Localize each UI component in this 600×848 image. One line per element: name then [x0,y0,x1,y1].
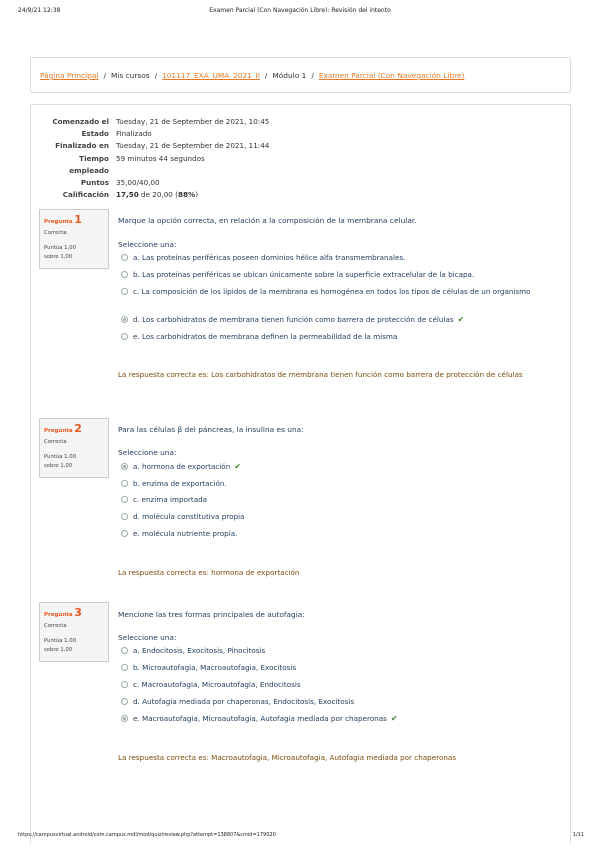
main-content-box [30,104,571,844]
summary-value: 59 minutos 44 segundos [116,153,205,163]
answer-option[interactable] [121,679,541,690]
summary-row-time-cont [30,165,560,177]
question-score: Puntúa 1,00 [44,454,76,460]
radio-button-selected[interactable] [121,715,128,722]
answer-option-selected[interactable] [121,713,541,724]
summary-label: Calificación [62,190,109,200]
option-label: b. Microautofagia, Macroautofagia, Exocitosis [133,663,297,672]
question-state: Correcta [44,623,67,629]
answer-option[interactable] [121,696,541,707]
option-label: a. Las proteínas periféricas poseen dominios hélice alfa transmembranales. [133,253,406,262]
option-label: b. Las proteínas periféricas se ubican únicamente sobre la superficie extracelular de la bicapa. [133,270,475,279]
correct-answer-feedback: La respuesta correcta es: Los carbohidratos de membrana tienen función como barrera de protección de células [118,370,523,379]
question-number: 1 [74,213,82,226]
radio-button[interactable] [121,513,128,520]
question-text: Para las células β del páncreas, la insulina es una: [118,425,304,434]
breadcrumb [40,71,464,80]
answer-option[interactable] [121,269,541,280]
radio-button[interactable] [121,530,128,537]
question-max: sobre 1,00 [44,254,73,260]
print-footer [0,832,600,844]
question-info-2 [39,418,109,478]
question-number: 2 [74,422,82,435]
print-date: 24/9/21 12:38 [18,7,61,14]
radio-button[interactable] [121,647,128,654]
option-label: e. Los carbohidratos de membrana definen la permeabilidad de la misma [133,332,398,341]
page-counter: 1/11 [572,832,584,838]
summary-row-started [30,116,560,128]
summary-value: Tuesday, 21 de September de 2021, 10:45 [116,117,270,126]
question-max: sobre 1,00 [44,647,73,653]
breadcrumb-home-link[interactable]: Página Principal [40,71,99,80]
summary-row-finished [30,140,560,152]
question-label: Pregunta [44,219,73,225]
grade-close: ) [195,190,199,200]
breadcrumb-my-courses: Mis cursos [110,71,150,80]
correct-check-icon: ✔ [234,462,241,471]
correct-answer-feedback: La respuesta correcta es: hormona de exportación [118,568,300,577]
summary-value: Finalizado [116,129,152,139]
answer-option[interactable] [121,662,541,673]
radio-button-selected[interactable] [121,463,128,470]
radio-button-selected[interactable] [121,316,128,323]
radio-button[interactable] [121,288,128,295]
summary-row-time [30,153,560,165]
question-number: 3 [74,606,82,619]
answer-prompt: Seleccione una: [118,448,177,457]
answer-option-selected[interactable] [121,461,541,472]
question-info-1 [39,209,109,269]
breadcrumb-separator: / [154,71,158,80]
answer-option[interactable] [121,478,541,489]
question-state: Correcta [44,439,67,445]
answer-option[interactable] [121,511,541,522]
summary-row-points [30,177,560,189]
summary-row-grade [30,189,560,201]
option-label: d. Autofagia mediada por chaperonas, Endocitosis, Exocitosis [133,697,355,706]
option-label: e. molécula nutriente propia. [133,529,238,538]
breadcrumb-course-link[interactable]: 101117_EXA_UMA_2021_II [162,71,260,80]
correct-check-icon: ✔ [390,714,398,723]
correct-check-icon: ✔ [457,315,465,324]
option-label: d. molécula constitutiva propia [133,512,245,521]
answer-prompt: Seleccione una: [118,633,177,642]
summary-label: Finalizado en [55,141,109,151]
radio-button[interactable] [121,254,128,261]
summary-label: Comenzado el [52,117,109,126]
radio-button[interactable] [121,698,128,705]
option-label: c. Macroautofagia, Microautofagia, Endocitosis [133,680,301,689]
answer-option[interactable] [121,252,541,263]
summary-value: Tuesday, 21 de September de 2021, 11:44 [116,141,270,151]
answer-option[interactable] [121,494,541,505]
summary-label: Puntos [80,178,109,188]
option-label: a. Endocitosis, Exocitosis, Pinocitosis [133,646,266,655]
question-label: Pregunta [44,428,73,434]
answer-option[interactable] [121,528,541,539]
question-info-3 [39,602,109,662]
radio-button[interactable] [121,480,128,487]
question-text: Marque la opción correcta, en relación a la composición de la membrana celular. [118,216,417,225]
breadcrumb-separator: / [103,71,106,80]
print-header [0,7,600,19]
question-text: Mencione las tres formas principales de autofagia: [118,610,305,619]
breadcrumb-separator: / [311,71,314,80]
print-title: Examen Parcial (Con Navegación Libre): Revisión del intento [209,7,391,14]
summary-row-state [30,128,560,140]
summary-value [116,189,198,201]
radio-button[interactable] [121,333,128,340]
question-score: Puntúa 1,00 [44,638,76,644]
summary-label: Estado [81,129,109,139]
breadcrumb-exam-link[interactable]: Examen Parcial (Con Navegación Libre) [318,71,465,80]
summary-label: Tiempo [79,153,109,163]
print-url: https://campusvirtual.android/com.campus.mdl/mod/quiz/review.php?attempt=138807&cmid=179020 [18,832,276,838]
attempt-summary [30,116,560,201]
grade-rest: de 20,00 ( [138,190,178,200]
breadcrumb-container [30,57,571,93]
correct-answer-feedback: La respuesta correcta es: Macroautofagia, Microautofagia, Autofagia mediada por chaperonas [118,753,457,762]
answer-option[interactable] [121,645,541,656]
breadcrumb-separator: / [264,71,268,80]
question-score: Puntúa 1,00 [44,245,76,251]
grade-value: 17,50 [116,190,139,200]
question-max: sobre 1,00 [44,463,73,469]
summary-value: 35,00/40,00 [116,178,160,188]
option-label: b. enzima de exportación. [133,479,227,488]
answer-option-selected[interactable] [121,314,541,325]
question-label: Pregunta [44,612,73,618]
option-label: c. La composición de los lípidos de la membrana es homogénea en todos los tipos de células de un organismo [133,287,531,296]
option-label: d. Los carbohidratos de membrana tienen función como barrera de protección de células [133,315,454,324]
option-label: c. enzima importada [133,495,208,504]
answer-option[interactable] [121,286,541,297]
option-label: a. hormona de exportación [133,462,231,471]
grade-percent: 88% [177,190,196,200]
answer-prompt: Seleccione una: [118,240,177,249]
breadcrumb-module: Módulo 1 [272,71,307,80]
option-label: e. Macroautofagia, Microautofagia, Autofagia mediada por chaperonas [133,714,387,723]
summary-label: empleado [69,165,109,175]
radio-button[interactable] [121,681,128,688]
question-state: Correcta [44,230,67,236]
radio-button[interactable] [121,271,128,278]
radio-button[interactable] [121,496,128,503]
answer-option[interactable] [121,331,541,342]
radio-button[interactable] [121,664,128,671]
